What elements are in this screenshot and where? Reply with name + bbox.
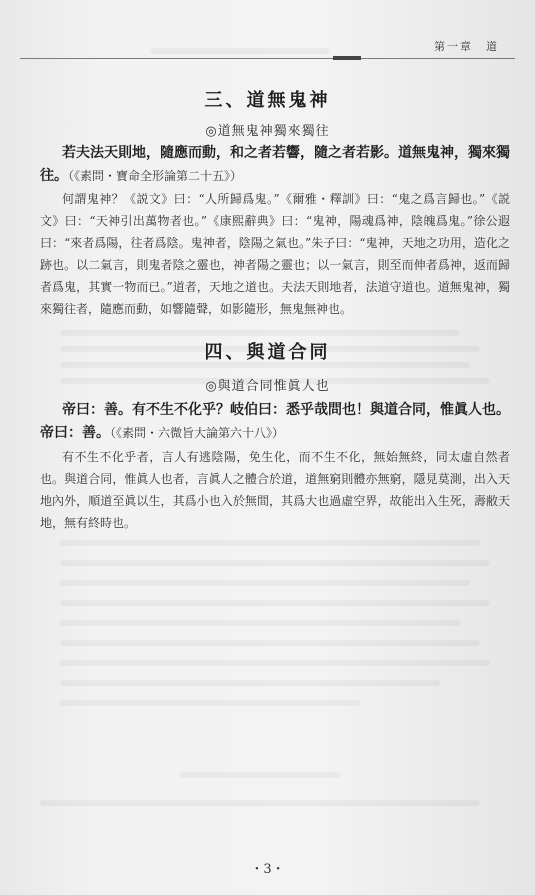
commentary-3: 何謂鬼神？《説文》曰：“人所歸爲鬼。”《爾雅・釋訓》曰：“鬼之爲言歸也。”《説文》曰：“天神引出萬物者也。”《康熙辭典》曰：“鬼神，陽魂爲神，陰魄爲鬼。”徐公遐曰：“來者爲陽，往者爲陰。鬼神者，陰陽之氣也。”朱子曰：“鬼神，天地之功用，造化之跡也。以二氣言，則鬼者陰之靈也，神者陽之靈也；以一氣言，則至而伸者爲神，返而歸者爲鬼，其實一物而已。”道者，天地之道也。夫法天則地者，法道守道也。道無鬼神，獨來獨往者，隨應而動，如響隨聲，如影隨形，無鬼無神也。 <box>40 192 510 316</box>
section-title-3: 三、道無鬼神 <box>204 90 331 111</box>
section-subtitle-4: ◎與道合同惟眞人也 <box>205 379 330 394</box>
page-number: ・3・ <box>250 862 285 877</box>
section-subtitle-3: ◎道無鬼神獨來獨往 <box>205 124 330 139</box>
running-header: 第一章 道 <box>434 40 499 53</box>
quote-source-4: （《素問・六微旨大論第六十八》） <box>110 426 285 440</box>
quote-source-3: （《素問・寶命全形論第二十五》） <box>68 169 243 183</box>
quote-text-3: 若夫法天則地，隨應而動，和之者若響，隨之者若影。道無鬼神，獨來獨往。 <box>40 145 510 184</box>
commentary-4: 有不生不化乎者，言人有逃陰陽，免生化，而不生不化，無始無終，同太虛自然者也。與道合同，惟眞人也者，言眞人之體合於道，道無窮則體亦無窮，隱見莫測，出入天地內外，順道至眞以生，其爲小也入於無間，其爲大也過虛空界，故能出入生死，壽敝天地，無有終時也。 <box>40 450 510 530</box>
quote-text-4: 帝曰：善。有不生不化乎？岐伯曰：悉乎哉問也！與道合同，惟眞人也。帝曰：善。 <box>40 402 510 441</box>
classic-quote-4 <box>40 399 512 445</box>
classic-quote-3 <box>40 142 512 188</box>
section-title-4: 四、與道合同 <box>204 342 331 363</box>
header-rule <box>20 58 515 59</box>
header-mark <box>333 56 361 60</box>
